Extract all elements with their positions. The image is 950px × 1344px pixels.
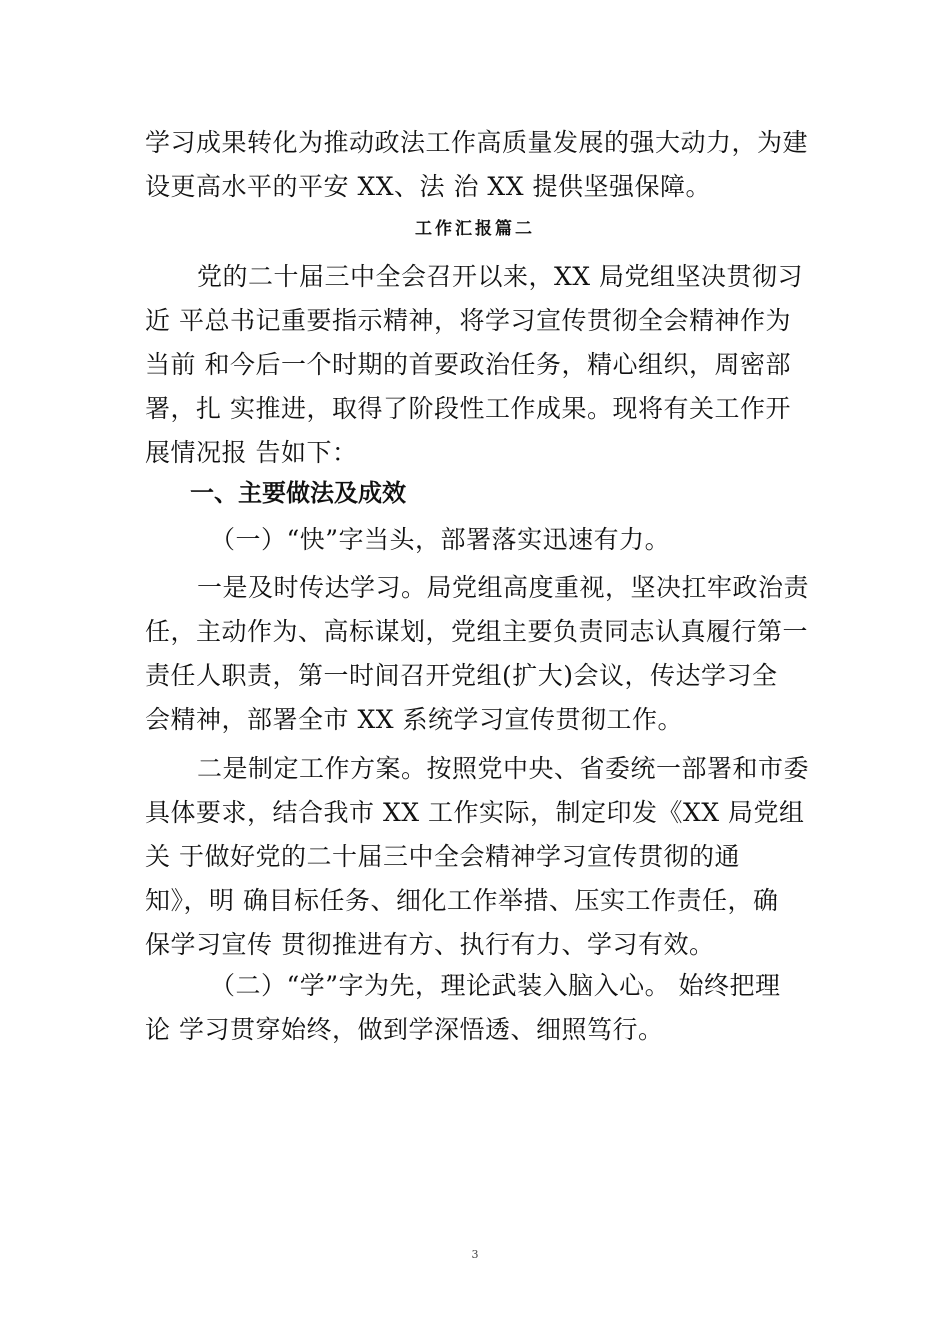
page-number: 3	[471, 1248, 479, 1261]
subheading-1: （一）“快”字当头，部署落实迅速有力。	[210, 525, 671, 554]
paragraph3-line-5: 保学习宣传 贯彻推进有方、执行有力、学习有效。	[145, 930, 715, 959]
paragraph4-line-1: （二）“学”字为先，理论武装入脑入心。 始终把理	[210, 971, 781, 1000]
paragraph2-line-2: 任，主动作为、高标谋划，党组主要负责同志认真履行第一	[145, 617, 809, 646]
paragraph2-line-1: 一是及时传达学习。局党组高度重视，坚决扛牢政治责	[197, 573, 810, 602]
paragraph1-line-1: 党的二十届三中全会召开以来，XX 局党组坚决贯彻习	[197, 262, 804, 291]
intro-line-2: 设更高水平的平安 XX、法 治 XX 提供坚强保障。	[145, 172, 711, 201]
paragraph1-line-5: 展情况报 告如下：	[145, 438, 358, 467]
intro-line-1: 学习成果转化为推动政法工作高质量发展的强大动力，为建	[145, 128, 809, 157]
paragraph2-line-4: 会精神，部署全市 XX 系统学习宣传贯彻工作。	[145, 705, 683, 734]
paragraph1-line-4: 署，扎 实推进，取得了阶段性工作成果。现将有关工作开	[145, 394, 791, 423]
paragraph3-line-4: 知》，明 确目标任务、细化工作举措、压实工作责任，确	[145, 886, 779, 915]
paragraph2-line-3: 责任人职责，第一时间召开党组(扩大)会议，传达学习全	[145, 661, 778, 690]
paragraph3-line-1: 二是制定工作方案。按照党中央、省委统一部署和市委	[197, 754, 810, 783]
paragraph1-line-2: 近 平总书记重要指示精神，将学习宣传贯彻全会精神作为	[145, 306, 791, 335]
paragraph3-line-3: 关 于做好党的二十届三中全会精神学习宣传贯彻的通	[145, 842, 740, 871]
paragraph1-line-3: 当前 和今后一个时期的首要政治任务，精心组织，周密部	[145, 350, 791, 379]
paragraph3-line-2: 具体要求，结合我市 XX 工作实际，制定印发《XX 局党组	[145, 798, 805, 827]
main-heading: 一、主要做法及成效	[190, 479, 406, 507]
section-title: 工作汇报篇二	[415, 219, 535, 239]
paragraph4-line-2: 论 学习贯穿始终，做到学深悟透、细照笃行。	[145, 1015, 664, 1044]
